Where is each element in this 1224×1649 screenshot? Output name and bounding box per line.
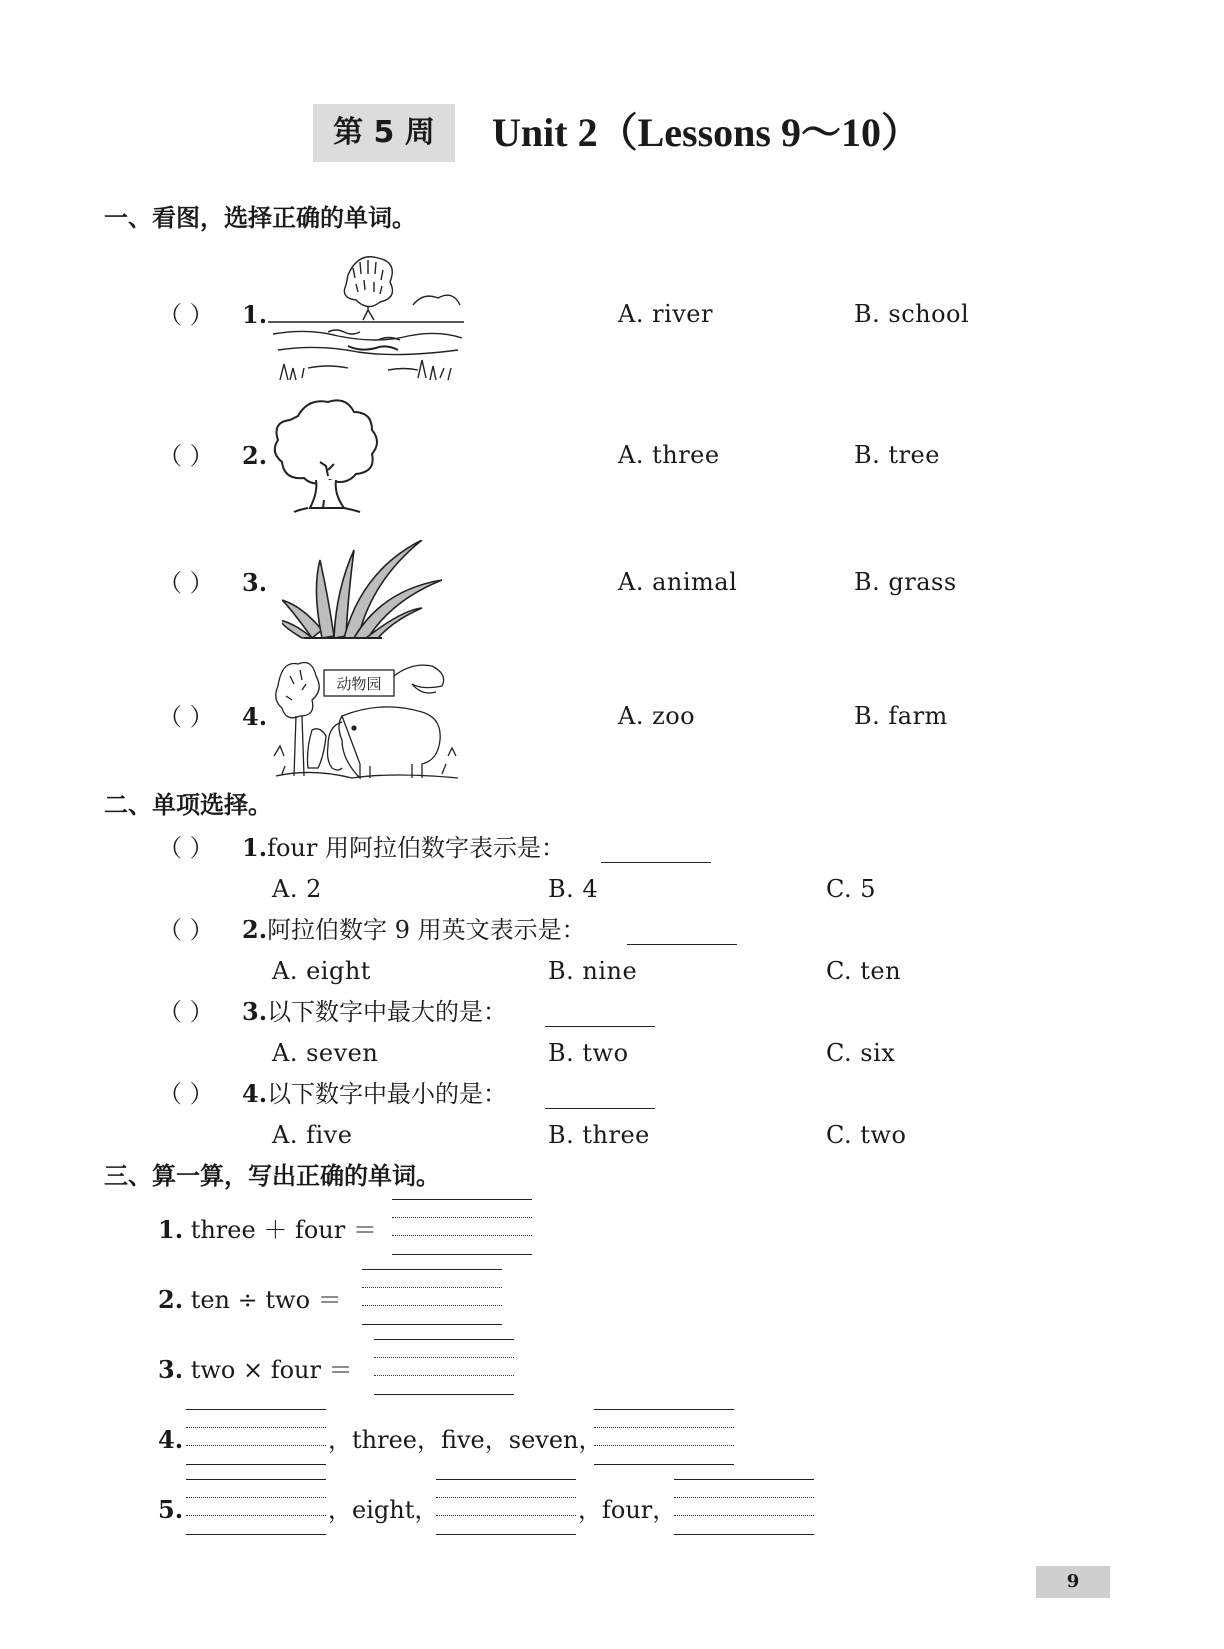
question-row — [242, 997, 507, 1027]
answer-paren[interactable]: （ ） — [158, 998, 214, 1026]
answer-paren[interactable]: （ ） — [158, 301, 214, 329]
option-b[interactable]: B. school — [854, 300, 970, 328]
question-number: 2. — [158, 1285, 184, 1314]
option-c[interactable]: C. ten — [826, 957, 902, 985]
answer-paren[interactable]: （ ） — [158, 1080, 214, 1108]
question-row — [242, 833, 565, 863]
answer-paren[interactable]: （ ） — [158, 834, 214, 862]
writing-lines[interactable] — [594, 1409, 734, 1465]
writing-lines[interactable] — [186, 1409, 326, 1465]
number-sequence-text: ，three，five，seven， — [328, 1426, 603, 1454]
question-row — [242, 1079, 507, 1109]
option-a[interactable]: A. eight — [272, 957, 371, 985]
option-b[interactable]: B. nine — [548, 957, 638, 985]
question-number: 4. — [242, 1079, 268, 1108]
calc-row — [158, 1215, 377, 1245]
question-text: 以下数字中最大的是： — [267, 998, 508, 1026]
option-b[interactable]: B. two — [548, 1039, 629, 1067]
writing-lines[interactable] — [374, 1339, 514, 1395]
river-scene-image — [268, 250, 464, 386]
question-number: 4. — [158, 1425, 184, 1454]
number-sequence-text: ，eight， — [328, 1496, 439, 1524]
writing-lines[interactable] — [436, 1479, 576, 1535]
question-number: 3. — [242, 568, 268, 597]
calc-expression: ten ÷ two ＝ — [190, 1286, 342, 1314]
answer-paren[interactable]: （ ） — [158, 442, 214, 470]
question-number: 1. — [158, 1215, 184, 1244]
option-c[interactable]: C. six — [826, 1039, 896, 1067]
option-a[interactable]: A. five — [272, 1121, 353, 1149]
option-a[interactable]: A. three — [618, 441, 720, 469]
option-c[interactable]: C. 5 — [826, 875, 877, 903]
calc-row — [158, 1285, 342, 1315]
section2-title: 二、单项选择。 — [104, 791, 272, 819]
question-number: 1. — [242, 300, 268, 329]
option-b[interactable]: B. three — [548, 1121, 650, 1149]
number-sequence-text: ，four， — [578, 1496, 677, 1524]
unit-title: Unit 2（Lessons 9～10） — [492, 110, 921, 155]
writing-lines[interactable] — [362, 1269, 502, 1325]
option-b[interactable]: B. farm — [854, 702, 948, 730]
zoo-sign-text: 动物园 — [336, 675, 382, 693]
section3-title: 三、算一算，写出正确的单词。 — [104, 1162, 440, 1190]
question-number: 1. — [242, 833, 268, 862]
writing-lines[interactable] — [186, 1479, 326, 1535]
answer-paren[interactable]: （ ） — [158, 569, 214, 597]
question-number: 2. — [242, 915, 268, 944]
question-row — [242, 915, 586, 945]
week-label: 第 5 周 — [333, 115, 435, 150]
question-number: 3. — [158, 1355, 184, 1384]
page-number: 9 — [1066, 1571, 1080, 1592]
question-number: 4. — [242, 702, 268, 731]
answer-blank[interactable] — [545, 1108, 655, 1109]
writing-lines[interactable] — [674, 1479, 814, 1535]
answer-blank[interactable] — [601, 862, 711, 863]
writing-lines[interactable] — [392, 1199, 532, 1255]
calc-expression: two × four ＝ — [190, 1356, 353, 1384]
question-number: 2. — [242, 441, 268, 470]
section1-title: 一、看图，选择正确的单词。 — [104, 204, 416, 232]
option-b[interactable]: B. grass — [854, 568, 957, 596]
answer-blank[interactable] — [545, 1026, 655, 1027]
option-b[interactable]: B. 4 — [548, 875, 599, 903]
option-a[interactable]: A. zoo — [618, 702, 696, 730]
option-c[interactable]: C. two — [826, 1121, 907, 1149]
calc-expression: three ＋ four ＝ — [190, 1216, 377, 1244]
question-number: 3. — [242, 997, 268, 1026]
answer-paren[interactable]: （ ） — [158, 916, 214, 944]
answer-paren[interactable]: （ ） — [158, 703, 214, 731]
option-a[interactable]: A. river — [618, 300, 713, 328]
option-a[interactable]: A. animal — [618, 568, 738, 596]
tree-image — [268, 396, 384, 514]
option-b[interactable]: B. tree — [854, 441, 940, 469]
calc-row — [158, 1355, 353, 1385]
answer-blank[interactable] — [627, 944, 737, 945]
option-a[interactable]: A. seven — [272, 1039, 379, 1067]
zoo-scene-image — [272, 656, 462, 782]
question-text: 以下数字中最小的是： — [267, 1080, 508, 1108]
grass-image — [282, 540, 442, 640]
option-a[interactable]: A. 2 — [272, 875, 322, 903]
question-text: 阿拉伯数字 9 用英文表示是： — [267, 916, 586, 944]
question-number: 5. — [158, 1495, 184, 1524]
question-text: four 用阿拉伯数字表示是： — [267, 834, 565, 862]
